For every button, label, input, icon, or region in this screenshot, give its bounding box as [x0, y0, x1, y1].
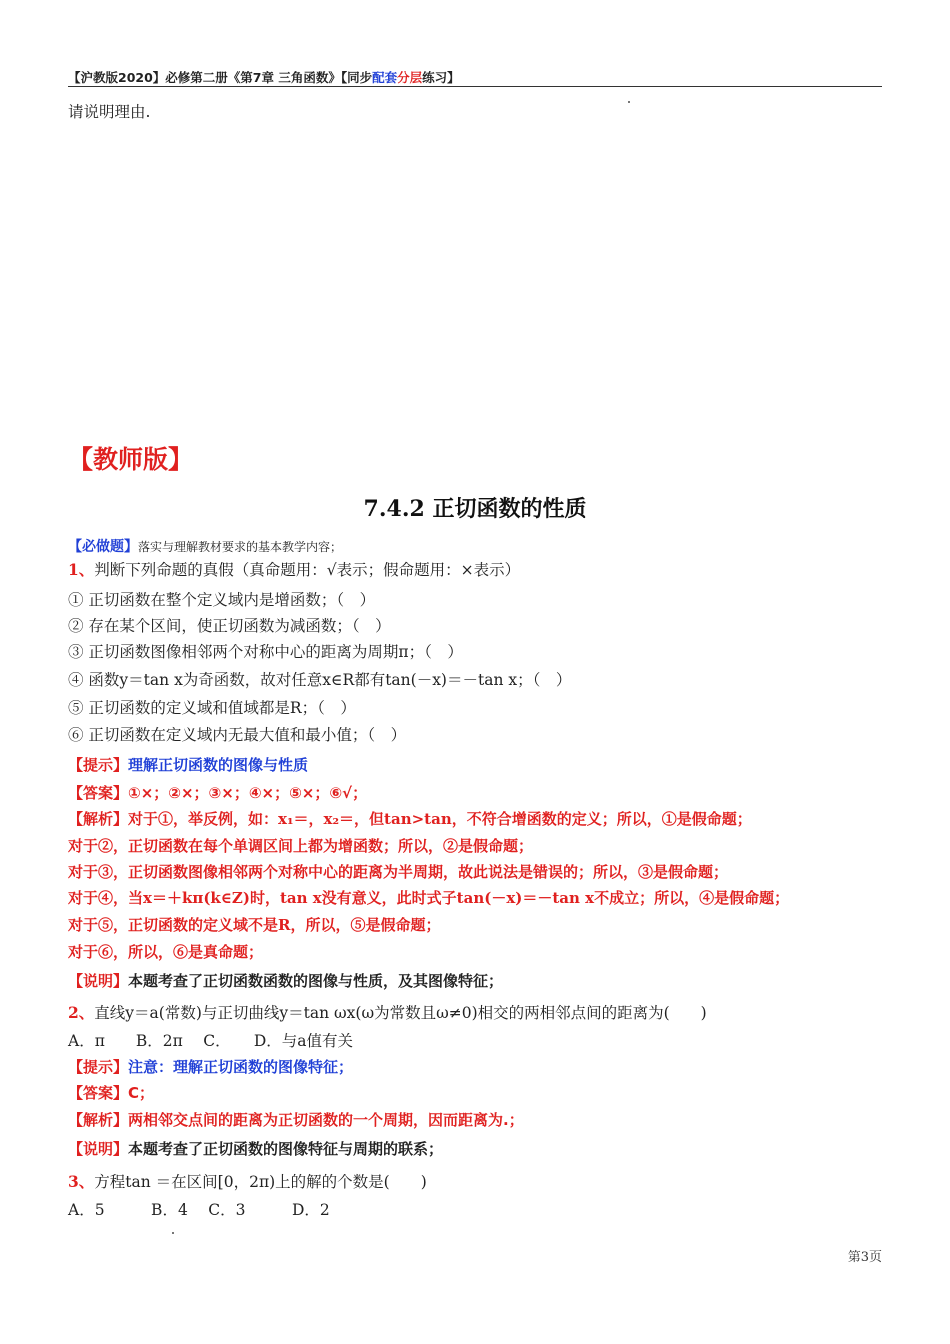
q1-answer: 【答案】①×；②×；③×；④×；⑤×；⑥√； [68, 784, 368, 802]
q1-analysis: 【解析】对于①，举反例，如：x₁＝，x₂＝，但tan>tan，不符合增函数的定义；所以，①是假命题； [68, 810, 752, 828]
q1-analysis-line: 对于⑥，所以，⑥是真命题； [68, 943, 264, 961]
q1-stem: 1、判断下列命题的真假（真命题用：√表示；假命题用：×表示） [68, 560, 521, 579]
stray-dot [172, 1232, 174, 1234]
q1-item: ③ 正切函数图像相邻两个对称中心的距离为周期π；（ ） [68, 643, 463, 661]
q2-stem: 2、直线y＝a(常数)与正切曲线y＝tan ωx(ω为常数且ω≠0)相交的两相邻点间的距离为( ) [68, 1003, 707, 1022]
q2-analysis: 【解析】两相邻交点间的距离为正切函数的一个周期，因而距离为.； [68, 1111, 524, 1129]
q1-analysis-line: 对于④，当x＝＋kπ(k∈Z)时，tan x没有意义，此时式子tan(－x)＝－tan x不成立；所以，④是假命题； [68, 889, 790, 907]
q1-item: ⑤ 正切函数的定义域和值域都是R；（ ） [68, 699, 356, 717]
must-do-line [68, 536, 342, 556]
q1-item: ④ 函数y＝tan x为奇函数，故对任意x∈R都有tan(－x)＝－tan x；（ ） [68, 671, 572, 689]
header-rule [68, 86, 882, 87]
q1-analysis-line: 对于③，正切函数图像相邻两个对称中心的距离为半周期，故此说法是错误的；所以，③是假命题； [68, 863, 729, 881]
q1-analysis-line: 对于⑤，正切函数的定义域不是R，所以，⑤是假命题； [68, 916, 441, 934]
q1-item: ② 存在某个区间，使正切函数为减函数；（ ） [68, 617, 391, 635]
q1-item: ⑥ 正切函数在定义域内无最大值和最小值；（ ） [68, 726, 407, 744]
q1-hint: 【提示】理解正切函数的图像与性质 [68, 756, 309, 774]
page-header: 【沪教版2020】必修第二册《第7章 三角函数》【同步配套分层练习】 [68, 70, 460, 85]
intro-line: 请说明理由. [68, 103, 151, 121]
must-do-tag: 【必做题】 [68, 539, 138, 555]
must-do-desc: 落实与理解教材要求的基本教学内容； [138, 540, 343, 554]
page-number: 第3页 [847, 1250, 882, 1265]
q1-item: ① 正切函数在整个定义域内是增函数；（ ） [68, 591, 376, 609]
q2-answer: 【答案】C； [68, 1084, 155, 1102]
section-title: 7.4.2 正切函数的性质 [363, 496, 587, 522]
teacher-version-label: 【教师版】 [68, 445, 194, 474]
q2-note: 【说明】本题考查了正切函数的图像特征与周期的联系； [68, 1140, 444, 1158]
q2-hint: 【提示】注意：理解正切函数的图像特征； [68, 1058, 354, 1076]
q3-options: A．5 B．4 C．3 D．2 [68, 1201, 330, 1219]
q1-analysis-line: 对于②，正切函数在每个单调区间上都为增函数；所以，②是假命题； [68, 837, 534, 855]
stray-dot [628, 101, 630, 103]
q3-stem: 3、方程tan ＝在区间[0，2π)上的解的个数是( ) [68, 1172, 427, 1191]
q1-note: 【说明】本题考查了正切函数函数的图像与性质，及其图像特征； [68, 972, 504, 990]
q2-options: A．π B．2π C． D．与a值有关 [68, 1032, 354, 1050]
